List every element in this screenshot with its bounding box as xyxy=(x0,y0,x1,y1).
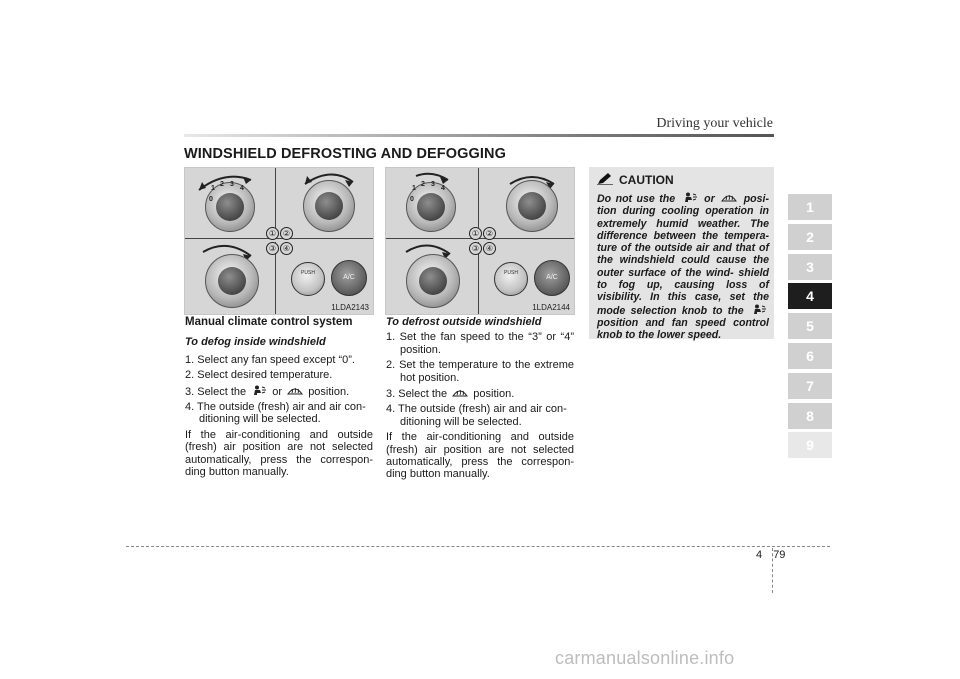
footer-page: 79 xyxy=(773,549,786,561)
fan-number: 4 xyxy=(441,185,445,192)
footer-rule xyxy=(126,546,830,547)
figure-climate-control-1 xyxy=(184,167,374,315)
mode-knob[interactable] xyxy=(205,254,259,308)
figure-climate-control-2 xyxy=(385,167,575,315)
fan-number: 0 xyxy=(209,196,213,203)
floor-defrost-mode-icon xyxy=(251,385,267,396)
fan-number: 1 xyxy=(412,185,416,192)
defog-step-4: 4. The outside (fresh) air and air con- ditioning will be selected. xyxy=(185,401,366,426)
manual-climate-heading: Manual climate control system xyxy=(185,316,353,328)
header-rule xyxy=(184,134,774,137)
page-number xyxy=(756,549,785,561)
pencil-icon xyxy=(597,173,613,185)
defrost-note: If the air-conditioning and outside (fresh) air position are not selected automatically, press the correspon- ding button manually. xyxy=(386,431,574,481)
caution-box xyxy=(589,167,774,342)
defog-note: If the air-conditioning and outside (fresh) air position are not selected automatically, press the correspon- ding button manually. xyxy=(185,428,373,479)
step-text: 3. Select the xyxy=(185,385,247,398)
figure-code: 1LDA2144 xyxy=(532,303,570,312)
chapter-tab-5[interactable]: 5 xyxy=(788,313,832,339)
fan-number: 3 xyxy=(230,181,234,188)
callout-1: ① xyxy=(266,227,279,240)
step-text: or xyxy=(272,385,283,398)
chapter-tab-7[interactable]: 7 xyxy=(788,373,832,399)
defrost-step-2: 2. Set the temperature to the extreme hot position. xyxy=(386,359,574,384)
footer-chapter: 4 xyxy=(756,549,763,561)
fan-number: 2 xyxy=(220,181,224,188)
chapter-tab-4[interactable]: 4 xyxy=(788,283,832,309)
chapter-tab-2[interactable]: 2 xyxy=(788,224,832,250)
step-text: position. xyxy=(473,388,515,401)
defog-step-3 xyxy=(185,385,373,398)
fan-number: 1 xyxy=(211,185,215,192)
fan-number: 4 xyxy=(240,185,244,192)
caution-text-part: or xyxy=(704,193,715,205)
chapter-tabs xyxy=(788,194,832,462)
chapter-title: Driving your vehicle xyxy=(656,116,773,131)
callout-3: ③ xyxy=(469,242,482,255)
fan-number: 0 xyxy=(410,196,414,203)
chapter-tab-8[interactable]: 8 xyxy=(788,403,832,429)
defog-subheading: To defog inside windshield xyxy=(185,336,326,349)
callout-2: ② xyxy=(483,227,496,240)
push-label: PUSH xyxy=(504,270,518,276)
callout-4: ④ xyxy=(280,242,293,255)
chapter-tab-1[interactable]: 1 xyxy=(788,194,832,220)
temperature-knob[interactable] xyxy=(303,180,355,232)
chapter-tab-3[interactable]: 3 xyxy=(788,254,832,280)
floor-defrost-mode-icon xyxy=(751,304,767,315)
caution-text xyxy=(597,192,769,342)
ac-label: A/C xyxy=(546,274,558,281)
defog-step-2: 2. Select desired temperature. xyxy=(185,369,333,382)
watermark: carmanualsonline.info xyxy=(555,648,735,668)
defog-step-1: 1. Select any fan speed except “0”. xyxy=(185,353,355,366)
ac-label: A/C xyxy=(343,274,355,281)
floor-defrost-mode-icon xyxy=(682,192,698,203)
caution-heading xyxy=(597,173,674,187)
push-label: PUSH xyxy=(301,270,315,276)
ac-button[interactable] xyxy=(534,260,570,296)
left-column xyxy=(185,316,373,481)
fan-number: 3 xyxy=(431,181,435,188)
callout-1: ① xyxy=(469,227,482,240)
callout-3: ③ xyxy=(266,242,279,255)
chapter-tab-6[interactable]: 6 xyxy=(788,343,832,369)
step-text: 3. Select the xyxy=(386,388,448,401)
chapter-tab-9[interactable]: 9 xyxy=(788,432,832,458)
caution-text-part: Do not use the xyxy=(597,193,676,205)
caution-title: CAUTION xyxy=(619,173,674,187)
step-text: position. xyxy=(308,385,350,398)
ac-button[interactable] xyxy=(331,260,367,296)
footer-vertical-rule xyxy=(772,548,773,593)
caution-text-part: position and fan speed control knob to the lower speed. xyxy=(597,316,769,342)
mode-knob[interactable] xyxy=(406,254,460,308)
defrost-mode-icon xyxy=(452,387,468,398)
right-column xyxy=(386,316,574,484)
defrost-subheading: To defrost outside windshield xyxy=(386,316,542,328)
defrost-step-4: 4. The outside (fresh) air and air con- ditioning will be selected. xyxy=(386,403,567,428)
defrost-mode-icon xyxy=(287,385,303,396)
recirculation-button[interactable] xyxy=(494,262,528,296)
callout-2: ② xyxy=(280,227,293,240)
temperature-knob[interactable] xyxy=(506,180,558,232)
fan-number: 2 xyxy=(421,181,425,188)
section-title: WINDSHIELD DEFROSTING AND DEFOGGING xyxy=(184,146,506,162)
defrost-step-1: 1. Set the fan speed to the “3” or “4” position. xyxy=(386,331,574,356)
defrost-mode-icon xyxy=(721,192,737,203)
defrost-step-3 xyxy=(386,387,574,400)
recirculation-button[interactable] xyxy=(291,262,325,296)
figure-code: 1LDA2143 xyxy=(331,303,369,312)
callout-4: ④ xyxy=(483,242,496,255)
caution-text-part: posi- tion during cooling operation in extremely humid weather. The difference between the tempera- ture of the outside air and that of the windshield could cause the outer surface of the wind- shield to fog up, causing loss of visibility. In this case, set the mode selection knob to the xyxy=(597,193,769,317)
